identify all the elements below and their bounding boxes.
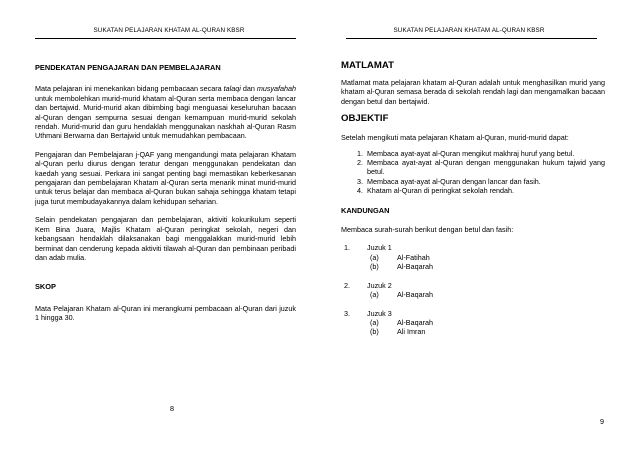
page-number: 9 <box>600 417 604 426</box>
section-heading-matlamat: MATLAMAT <box>341 60 394 71</box>
section-heading-skop: SKOP <box>35 282 56 292</box>
right-page <box>319 0 638 451</box>
juzuk-number: 2. <box>344 280 350 290</box>
paragraph: Setelah mengikuti mata pelajaran Khatam al-Quran, murid-murid dapat: <box>341 133 569 143</box>
term-musyafahah: musyafahah <box>256 84 296 94</box>
list-item: 4. Khatam al-Quran di peringkat sekolah rendah. <box>365 186 605 195</box>
paragraph: Mata Pelajaran Khatam al-Quran ini merangkumi pembacaan al-Quran dari juzuk 1 hingga 30. <box>35 303 296 323</box>
header-rule <box>35 38 296 39</box>
juzuk-number: 3. <box>344 308 350 318</box>
juzuk-entry <box>341 243 605 271</box>
surah-name: Ali Imran <box>397 327 426 337</box>
running-header: SUKATAN PELAJARAN KHATAM AL-QURAN KBSR <box>93 27 245 34</box>
surah-label: (b) <box>370 327 379 337</box>
list-item: 2. Membaca ayat-ayat al-Quran dengan menggunakan hukum tajwid yang betul. <box>365 158 605 177</box>
paragraph: Mata pelajaran ini menekankan bidang pembacaan secara talaqi dan musyafahah untuk membolehkan murid-murid khatam al-Quran serta membaca dengan lancar dan bertajwid. Murid-murid akan dibimbing bagi menguasai keseluruhan bacaan al-Quran dengan sempurna sesuai dengan kemampuan murid-murid sekolah rendah. Murid-murid dan guru hendaklah menggunakan naskhah al-Quran Rasm Uthmani Berwarna dan Bertajwid untuk memudahkan pembacaan. <box>35 84 296 141</box>
running-header: SUKATAN PELAJARAN KHATAM AL-QURAN KBSR <box>393 27 545 34</box>
juzuk-number: 1. <box>344 243 350 253</box>
juzuk-title: Juzuk 1 <box>367 243 392 253</box>
surah-label: (a) <box>370 252 379 262</box>
paragraph: Membaca surah-surah berikut dengan betul dan fasih: <box>341 225 514 235</box>
juzuk-entry <box>341 281 605 300</box>
right-page-body <box>341 60 605 337</box>
page-number: 8 <box>170 404 174 413</box>
surah-label: (a) <box>370 290 379 300</box>
list-item: 1. Membaca ayat-ayat al-Quran mengikut makhraj huruf yang betul. <box>365 149 605 158</box>
header-rule <box>346 38 597 39</box>
section-heading-pendekatan: PENDEKATAN PENGAJARAN DAN PEMBELAJARAN <box>35 63 221 72</box>
section-heading-objektif: OBJEKTIF <box>341 113 389 125</box>
paragraph: Matlamat mata pelajaran khatam al-Quran adalah untuk menghasilkan murid yang khatam al-Quran semasa berada di sekolah rendah lagi dan mengamalkan bacaan dengan betul dan bertajwid. <box>341 78 605 106</box>
paragraph: Pengajaran dan Pembelajaran j-QAF yang mengandungi mata pelajaran Khatam al-Quran perlu diurus dengan teratur dengan menggunakan pendekatan dan kaedah yang sesuai. Perkara ini sangat penting bagi memastikan keberkesanan pengajaran dan pembelajaran Khatam al-Quran serta menarik minat murid-murid untuk terus belajar dan membaca al-Quran bukan sahaja sehingga khatam tetapi juga turut membudayakannya dalam kehidupan seharian. <box>35 149 296 206</box>
surah-name: Al-Baqarah <box>397 290 433 300</box>
juzuk-entry <box>341 309 605 337</box>
term-talaqi: talaqi <box>223 84 241 94</box>
left-page-body <box>35 63 296 323</box>
surah-name: Al-Baqarah <box>397 262 433 272</box>
paragraph: Selain pendekatan pengajaran dan pembelajaran, aktiviti kokurikulum seperti Kem Bina Juara, Majlis Khatam al-Quran peringkat sekolah, negeri dan kebangsaan hendaklah dilaksanakan bagi menggalakkan murid-murid lebih berminat dan cenderung kepada aktiviti tilawah al-Quran dan pembinaan peribadi dan adab mulia. <box>35 215 296 262</box>
section-heading-kandungan: KANDUNGAN <box>341 205 390 215</box>
juzuk-title: Juzuk 2 <box>367 280 392 290</box>
juzuk-title: Juzuk 3 <box>367 308 392 318</box>
list-item: 3. Membaca ayat-ayat al-Quran dengan lancar dan fasih. <box>365 177 605 186</box>
surah-name: Al-Fatihah <box>397 252 430 262</box>
surah-label: (b) <box>370 262 379 272</box>
objective-list <box>341 149 605 196</box>
surah-name: Al-Baqarah <box>397 317 433 327</box>
surah-label: (a) <box>370 317 379 327</box>
